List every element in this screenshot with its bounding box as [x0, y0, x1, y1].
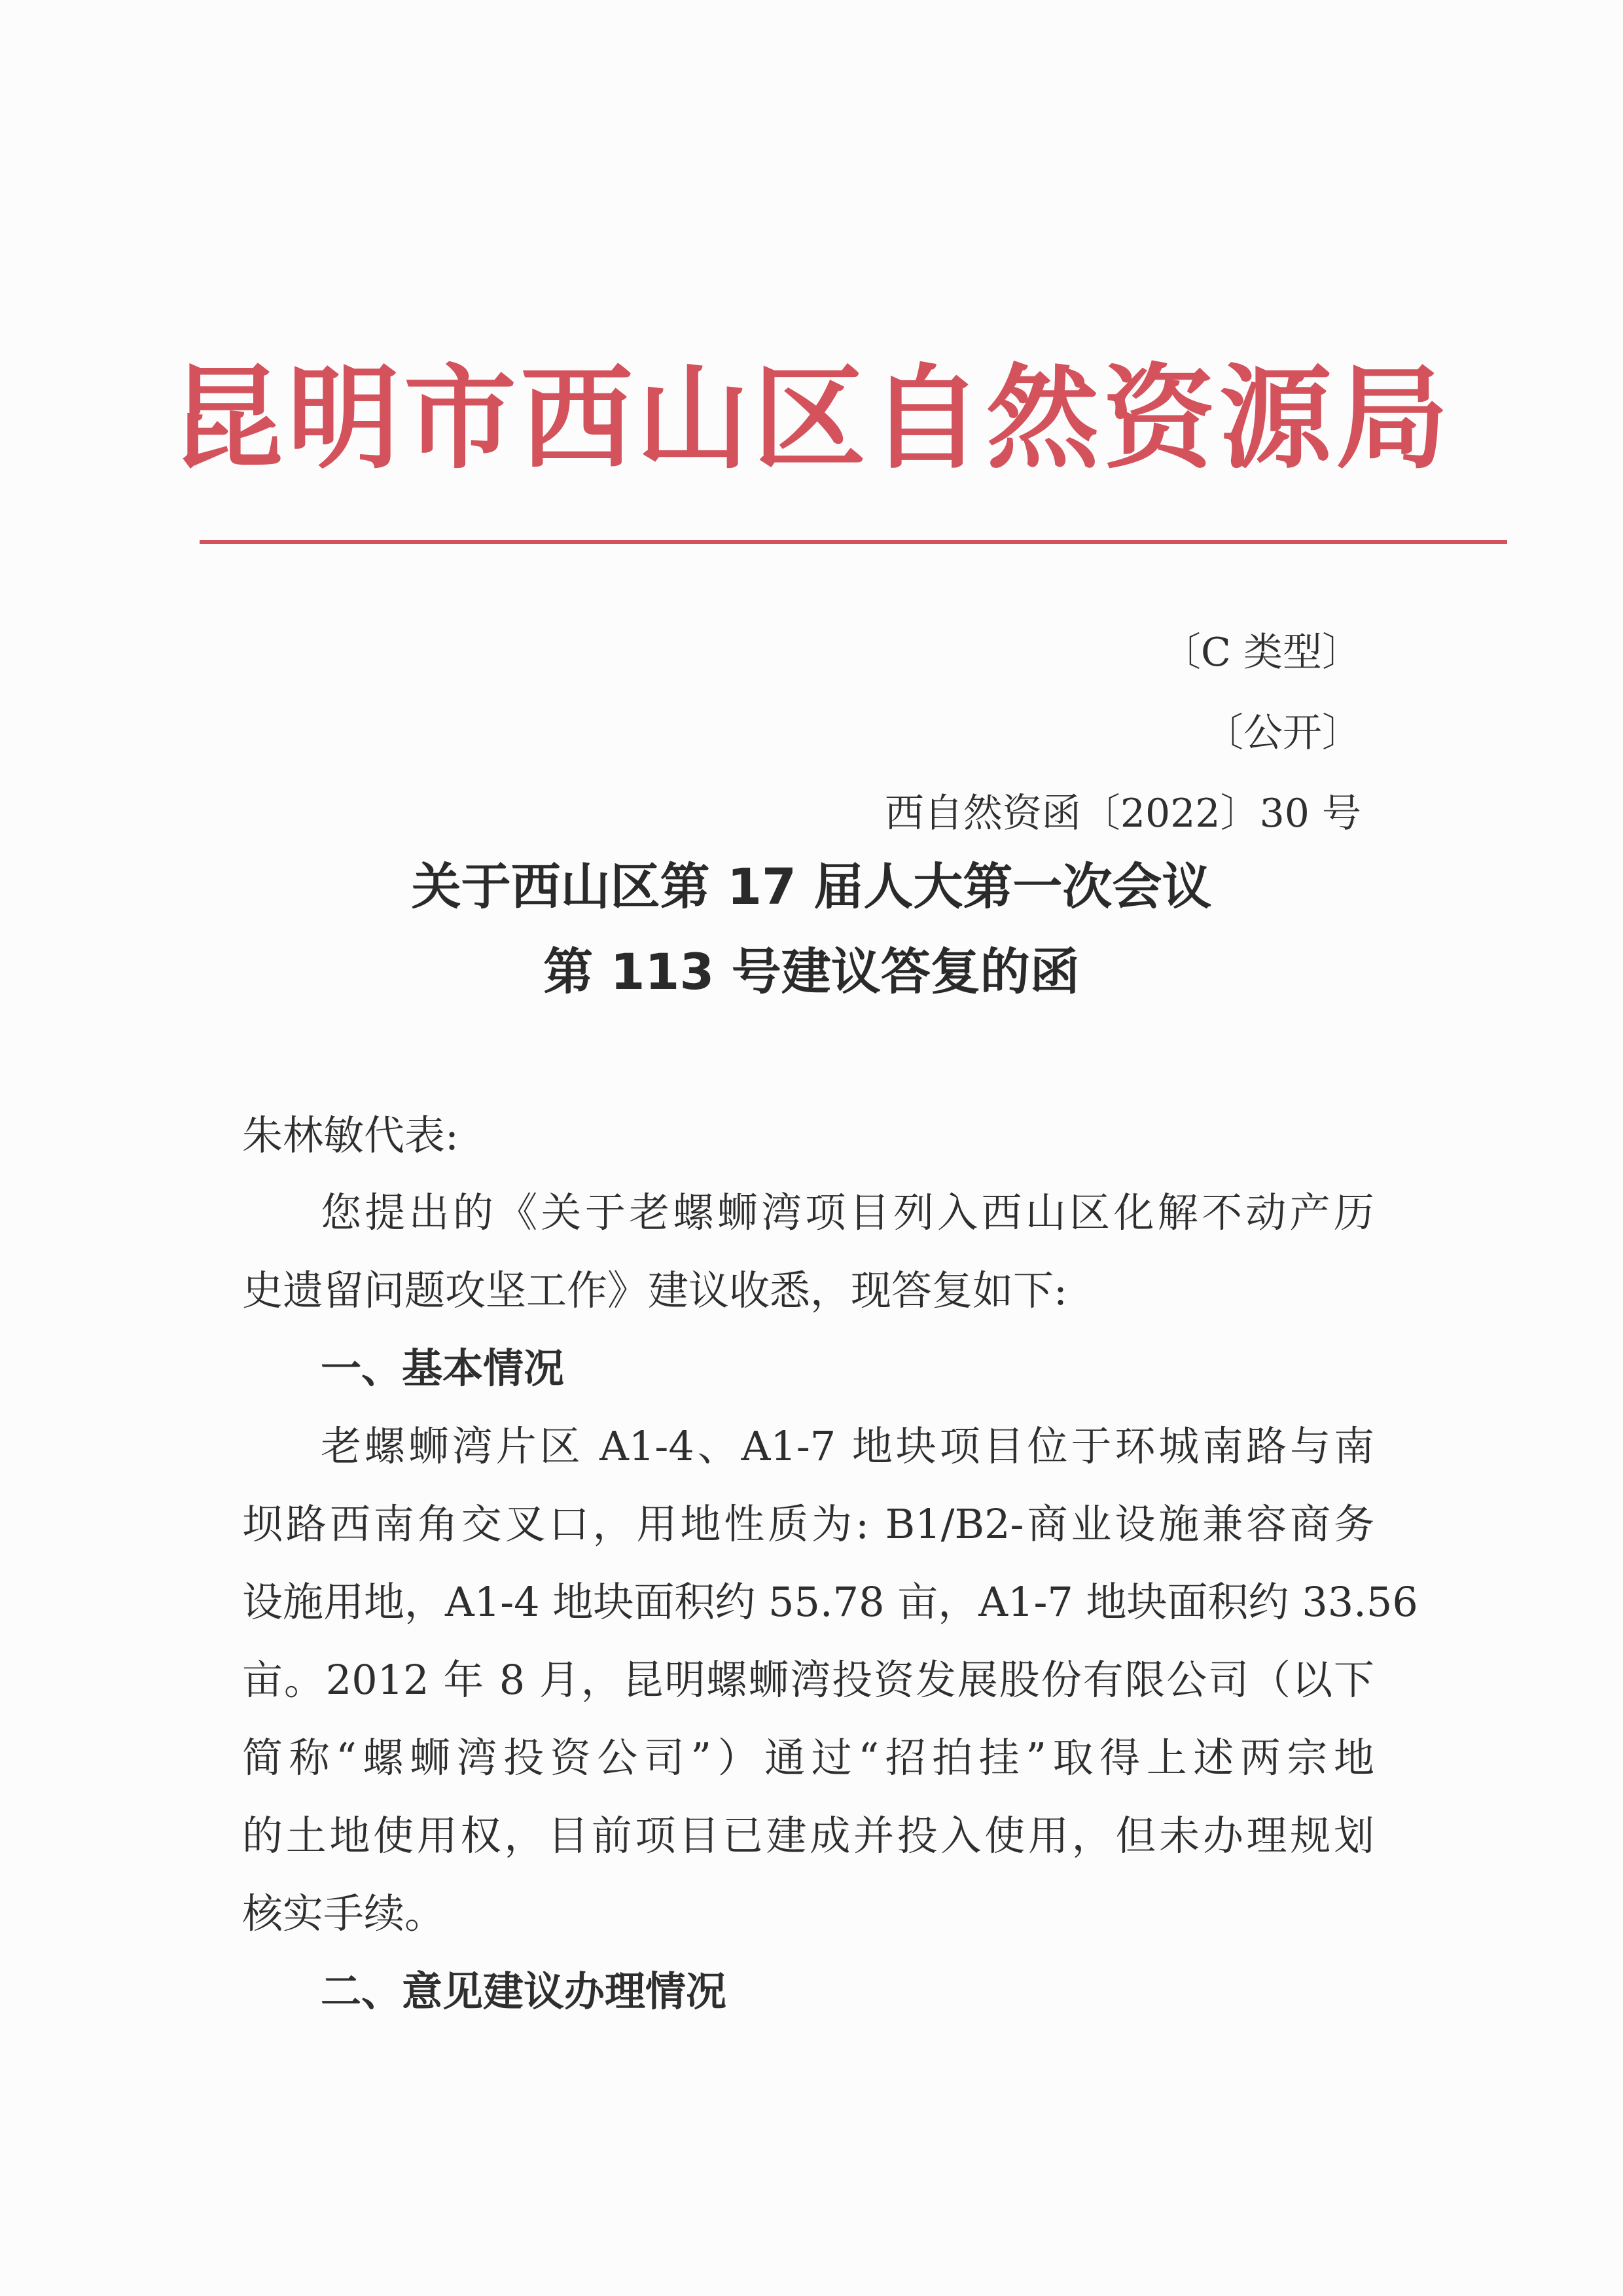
intro-line: 您提出的《关于老螺蛳湾项目列入西山区化解不动产历 — [321, 1189, 1374, 1236]
document-type-label: 〔C 类型〕 — [1162, 630, 1361, 675]
document-title-line-1: 关于西山区第 17 届人大第一次会议 — [411, 857, 1212, 916]
body-paragraph-line: 设施用地，A1-4 地块面积约 55.78 亩，A1-7 地块面积约 33.56 — [242, 1578, 1418, 1626]
body-paragraph-line: 老螺蛳湾片区 A1-4、A1-7 地块项目位于环城南路与南 — [321, 1422, 1374, 1470]
intro-line: 史遗留问题攻坚工作》建议收悉，现答复如下: — [242, 1266, 1067, 1314]
masthead-red-rule — [200, 540, 1507, 544]
body-paragraph-line: 坝路西南角交叉口，用地性质为: B1/B2-商业设施兼容商务 — [242, 1500, 1374, 1548]
body-paragraph-line: 亩。2012 年 8 月，昆明螺蛳湾投资发展股份有限公司（以下 — [242, 1656, 1374, 1704]
document-title-line-2: 第 113 号建议答复的函 — [543, 942, 1080, 1001]
body-paragraph-line: 的土地使用权，目前项目已建成并投入使用，但未办理规划 — [242, 1812, 1374, 1859]
issuer-masthead: 昆明市西山区自然资源局 — [171, 353, 1452, 484]
body-paragraph-line: 核实手续。 — [242, 1890, 446, 1937]
section-heading-basic-situation: 一、基本情况 — [321, 1344, 565, 1392]
salutation: 朱林敏代表: — [242, 1111, 459, 1159]
section-heading-handling-status: 二、意见建议办理情况 — [321, 1967, 727, 2015]
body-paragraph-line: 简称“螺蛳湾投资公司”）通过“招拍挂”取得上述两宗地 — [242, 1734, 1374, 1782]
publicity-label: 〔公开〕 — [1204, 710, 1361, 756]
document-number: 西自然资函〔2022〕30 号 — [884, 791, 1361, 836]
